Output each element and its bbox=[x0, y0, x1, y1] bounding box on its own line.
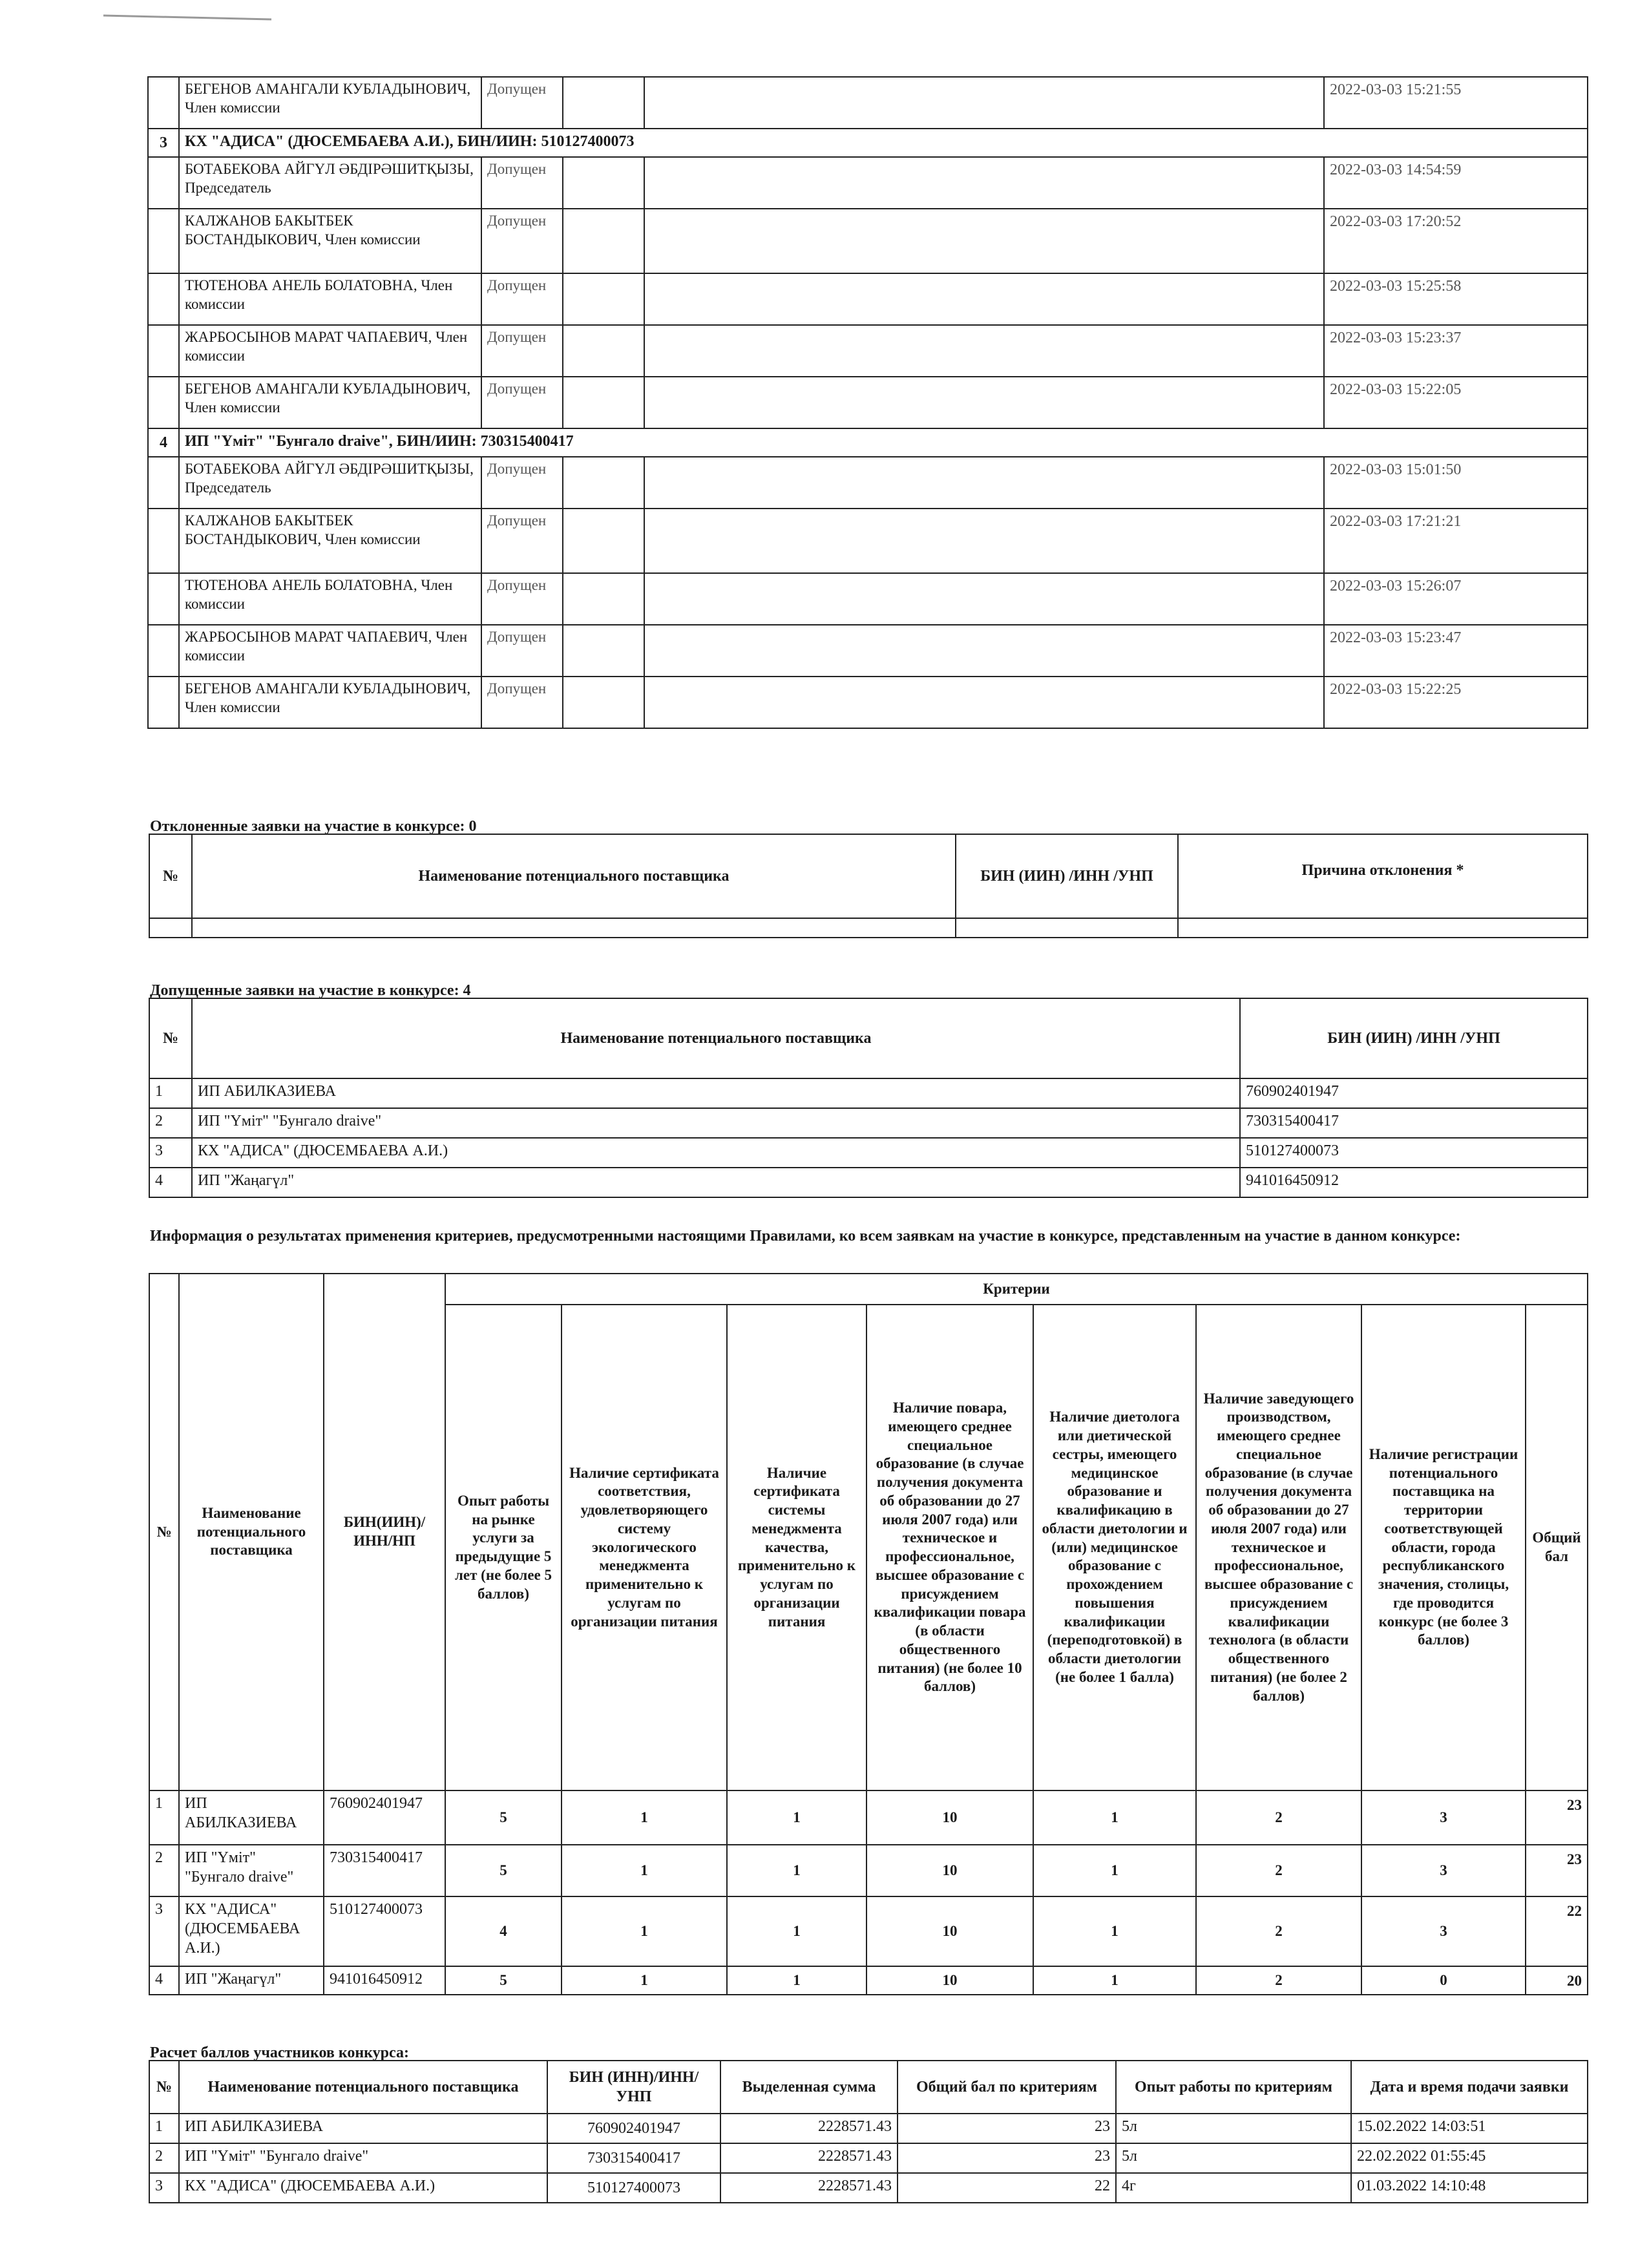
vote-status: Допущен bbox=[481, 157, 563, 209]
vote-comment-cell bbox=[644, 457, 1324, 509]
criteria-score: 2 bbox=[1196, 1845, 1361, 1896]
criteria-score: 3 bbox=[1361, 1896, 1526, 1966]
admitted-bin: 941016450912 bbox=[1240, 1168, 1588, 1197]
vote-status: Допущен bbox=[481, 209, 563, 273]
scores-sum: 2228571.43 bbox=[720, 2114, 898, 2143]
scores-header: Опыт работы по критериям bbox=[1116, 2061, 1351, 2114]
admitted-name: ИП "Жаңагүл" bbox=[192, 1168, 1240, 1197]
scores-header: № bbox=[149, 2061, 179, 2114]
member-name: ТЮТЕНОВА АНЕЛЬ БОЛАТОВНА, Член комиссии bbox=[179, 573, 481, 625]
scores-total: 23 bbox=[898, 2143, 1116, 2173]
vote-status: Допущен bbox=[481, 457, 563, 509]
rejected-empty-cell bbox=[149, 918, 192, 938]
rejected-header-num: № bbox=[149, 834, 192, 918]
admitted-name: ИП АБИЛКАЗИЕВА bbox=[192, 1078, 1240, 1108]
supplier-row bbox=[148, 428, 1588, 457]
vote-empty-cell bbox=[563, 573, 644, 625]
criteria-score: 10 bbox=[867, 1845, 1033, 1896]
rejected-empty-cell bbox=[1178, 918, 1588, 938]
vote-empty-cell bbox=[563, 77, 644, 129]
criteria-total: 23 bbox=[1526, 1845, 1588, 1896]
votes-table-section bbox=[147, 76, 1588, 729]
criteria-supplier-name: ИП АБИЛКАЗИЕВА bbox=[179, 1790, 324, 1845]
rejected-header-name: Наименование потенциального поставщика bbox=[192, 834, 956, 918]
supplier-title: КХ "АДИСА" (ДЮСЕМБАЕВА А.И.), БИН/ИИН: 510127400073 bbox=[179, 129, 1588, 157]
scores-name: ИП "Үміт" "Бунгало draive" bbox=[179, 2143, 547, 2173]
member-vote-row bbox=[148, 377, 1588, 428]
vote-status: Допущен bbox=[481, 677, 563, 728]
member-name: ЖАРБОСЫНОВ МАРАТ ЧАПАЕВИЧ, Член комиссии bbox=[179, 625, 481, 677]
vote-comment-cell bbox=[644, 77, 1324, 129]
scores-table-section bbox=[149, 2060, 1588, 2203]
vote-comment-cell bbox=[644, 573, 1324, 625]
admitted-table-section bbox=[149, 998, 1588, 1198]
vote-comment-cell bbox=[644, 509, 1324, 573]
member-vote-row bbox=[148, 157, 1588, 209]
criteria-supplier-name: ИП "Жаңагүл" bbox=[179, 1966, 324, 1995]
vote-empty-num bbox=[148, 677, 179, 728]
member-vote-row bbox=[148, 273, 1588, 325]
admitted-bin: 510127400073 bbox=[1240, 1138, 1588, 1168]
criteria-bin: 760902401947 bbox=[324, 1790, 445, 1845]
criteria-header-name: Наименование потенциального поставщика bbox=[179, 1274, 324, 1790]
scores-bin: 510127400073 bbox=[547, 2173, 720, 2203]
scores-header: Дата и время подачи заявки bbox=[1351, 2061, 1588, 2114]
member-vote-row bbox=[148, 457, 1588, 509]
criteria-score: 10 bbox=[867, 1966, 1033, 1995]
vote-datetime: 2022-03-03 15:23:37 bbox=[1324, 325, 1588, 377]
criteria-supplier-name: ИП "Үміт" "Бунгало draive" bbox=[179, 1845, 324, 1896]
vote-empty-num bbox=[148, 509, 179, 573]
vote-empty-cell bbox=[563, 625, 644, 677]
vote-empty-cell bbox=[563, 273, 644, 325]
criteria-col-header: Опыт работы на рынке услуги за предыдущие 5 лет (не более 5 баллов) bbox=[445, 1305, 562, 1790]
vote-datetime: 2022-03-03 15:01:50 bbox=[1324, 457, 1588, 509]
criteria-score: 1 bbox=[727, 1966, 867, 1995]
admitted-table bbox=[149, 998, 1588, 1198]
vote-empty-cell bbox=[563, 509, 644, 573]
vote-comment-cell bbox=[644, 209, 1324, 273]
admitted-name: КХ "АДИСА" (ДЮСЕМБАЕВА А.И.) bbox=[192, 1138, 1240, 1168]
criteria-col-header: Наличие сертификата системы менеджмента качества, применительно к услугам по организации питания bbox=[727, 1305, 867, 1790]
vote-status: Допущен bbox=[481, 325, 563, 377]
criteria-score: 5 bbox=[445, 1966, 562, 1995]
admitted-header-num: № bbox=[149, 998, 192, 1078]
criteria-row bbox=[149, 1966, 1588, 1995]
admitted-num: 1 bbox=[149, 1078, 192, 1108]
criteria-score: 10 bbox=[867, 1790, 1033, 1845]
vote-empty-num bbox=[148, 625, 179, 677]
criteria-row bbox=[149, 1790, 1588, 1845]
scores-header: Наименование потенциального поставщика bbox=[179, 2061, 547, 2114]
admitted-header-bin: БИН (ИИН) /ИНН /УНП bbox=[1240, 998, 1588, 1078]
criteria-col-header: Наличие сертификата соответствия, удовлетворяющего систему экологического менеджмента применительно к услугам по организации питания bbox=[562, 1305, 727, 1790]
member-vote-row bbox=[148, 625, 1588, 677]
criteria-score: 1 bbox=[562, 1896, 727, 1966]
vote-comment-cell bbox=[644, 625, 1324, 677]
vote-datetime: 2022-03-03 17:21:21 bbox=[1324, 509, 1588, 573]
criteria-table bbox=[149, 1273, 1588, 1995]
vote-datetime: 2022-03-03 17:20:52 bbox=[1324, 209, 1588, 273]
criteria-col-header: Наличие регистрации потенциального поставщика на территории соответствующей области, города республиканского значения, столицы, где проводится конкурс (не более 3 баллов) bbox=[1361, 1305, 1526, 1790]
admitted-row bbox=[149, 1138, 1588, 1168]
vote-datetime: 2022-03-03 15:26:07 bbox=[1324, 573, 1588, 625]
criteria-score: 1 bbox=[562, 1966, 727, 1995]
vote-empty-cell bbox=[563, 677, 644, 728]
member-vote-row bbox=[148, 677, 1588, 728]
vote-datetime: 2022-03-03 15:25:58 bbox=[1324, 273, 1588, 325]
admitted-row bbox=[149, 1078, 1588, 1108]
criteria-score: 5 bbox=[445, 1845, 562, 1896]
criteria-score: 5 bbox=[445, 1790, 562, 1845]
scores-name: КХ "АДИСА" (ДЮСЕМБАЕВА А.И.) bbox=[179, 2173, 547, 2203]
member-name: БОТАБЕКОВА АЙГҮЛ ӘБДІРӘШИТҚЫЗЫ, Председатель bbox=[179, 157, 481, 209]
criteria-header-num: № bbox=[149, 1274, 179, 1790]
criteria-score: 2 bbox=[1196, 1966, 1361, 1995]
criteria-score: 2 bbox=[1196, 1790, 1361, 1845]
vote-status: Допущен bbox=[481, 573, 563, 625]
member-name: ЖАРБОСЫНОВ МАРАТ ЧАПАЕВИЧ, Член комиссии bbox=[179, 325, 481, 377]
vote-datetime: 2022-03-03 15:22:25 bbox=[1324, 677, 1588, 728]
vote-empty-num bbox=[148, 457, 179, 509]
vote-empty-cell bbox=[563, 325, 644, 377]
scores-experience: 5л bbox=[1116, 2143, 1351, 2173]
admitted-row bbox=[149, 1108, 1588, 1138]
criteria-num: 3 bbox=[149, 1896, 179, 1966]
vote-comment-cell bbox=[644, 157, 1324, 209]
criteria-score: 4 bbox=[445, 1896, 562, 1966]
scores-sum: 2228571.43 bbox=[720, 2143, 898, 2173]
criteria-header-group: Критерии bbox=[445, 1274, 1588, 1305]
scores-row bbox=[149, 2114, 1588, 2143]
vote-empty-cell bbox=[563, 377, 644, 428]
criteria-header-bin: БИН(ИИН)/ ИНН/НП bbox=[324, 1274, 445, 1790]
scores-bin: 730315400417 bbox=[547, 2143, 720, 2173]
rejected-empty-cell bbox=[956, 918, 1178, 938]
supplier-number: 3 bbox=[148, 129, 179, 157]
rejected-table bbox=[149, 834, 1588, 938]
vote-empty-num bbox=[148, 209, 179, 273]
criteria-score: 1 bbox=[727, 1845, 867, 1896]
admitted-num: 4 bbox=[149, 1168, 192, 1197]
criteria-row bbox=[149, 1896, 1588, 1966]
member-name: БЕГЕНОВ АМАНГАЛИ КУБЛАДЫНОВИЧ, Член комиссии bbox=[179, 77, 481, 129]
vote-comment-cell bbox=[644, 325, 1324, 377]
scores-name: ИП АБИЛКАЗИЕВА bbox=[179, 2114, 547, 2143]
vote-datetime: 2022-03-03 15:22:05 bbox=[1324, 377, 1588, 428]
vote-datetime: 2022-03-03 15:23:47 bbox=[1324, 625, 1588, 677]
criteria-total: 22 bbox=[1526, 1896, 1588, 1966]
criteria-total: 23 bbox=[1526, 1790, 1588, 1845]
vote-empty-num bbox=[148, 573, 179, 625]
vote-status: Допущен bbox=[481, 509, 563, 573]
member-name: КАЛЖАНОВ БАКЫТБЕК БОСТАНДЫКОВИЧ, Член комиссии bbox=[179, 209, 481, 273]
vote-empty-cell bbox=[563, 209, 644, 273]
scores-bin: 760902401947 bbox=[547, 2114, 720, 2143]
criteria-score: 1 bbox=[1033, 1966, 1196, 1995]
vote-empty-num bbox=[148, 325, 179, 377]
rejected-header-reason: Причина отклонения * bbox=[1178, 834, 1588, 918]
member-name: БЕГЕНОВ АМАНГАЛИ КУБЛАДЫНОВИЧ, Член комиссии bbox=[179, 377, 481, 428]
scores-table bbox=[149, 2060, 1588, 2203]
vote-empty-cell bbox=[563, 457, 644, 509]
member-vote-row bbox=[148, 325, 1588, 377]
criteria-caption: Информация о результатах применения критериев, предусмотренными настоящими Правилами, ко всем заявкам на участие в конкурсе, представленным на участие в данном конкурсе: bbox=[150, 1228, 1461, 1244]
criteria-bin: 941016450912 bbox=[324, 1966, 445, 1995]
criteria-score: 10 bbox=[867, 1896, 1033, 1966]
vote-comment-cell bbox=[644, 273, 1324, 325]
vote-empty-cell bbox=[563, 157, 644, 209]
criteria-score: 1 bbox=[727, 1790, 867, 1845]
scores-date: 22.02.2022 01:55:45 bbox=[1351, 2143, 1588, 2173]
member-name: БОТАБЕКОВА АЙГҮЛ ӘБДІРӘШИТҚЫЗЫ, Председатель bbox=[179, 457, 481, 509]
scores-date: 01.03.2022 14:10:48 bbox=[1351, 2173, 1588, 2203]
scores-total: 22 bbox=[898, 2173, 1116, 2203]
criteria-score: 0 bbox=[1361, 1966, 1526, 1995]
criteria-header-total: Общий бал bbox=[1526, 1305, 1588, 1790]
admitted-name: ИП "Үміт" "Бунгало draive" bbox=[192, 1108, 1240, 1138]
vote-comment-cell bbox=[644, 377, 1324, 428]
supplier-row bbox=[148, 129, 1588, 157]
criteria-score: 1 bbox=[1033, 1845, 1196, 1896]
member-name: ТЮТЕНОВА АНЕЛЬ БОЛАТОВНА, Член комиссии bbox=[179, 273, 481, 325]
member-vote-row bbox=[148, 573, 1588, 625]
criteria-score: 1 bbox=[727, 1896, 867, 1966]
admitted-num: 2 bbox=[149, 1108, 192, 1138]
vote-empty-num bbox=[148, 377, 179, 428]
criteria-score: 2 bbox=[1196, 1896, 1361, 1966]
criteria-num: 4 bbox=[149, 1966, 179, 1995]
member-vote-row bbox=[148, 209, 1588, 273]
vote-status: Допущен bbox=[481, 273, 563, 325]
admitted-bin: 760902401947 bbox=[1240, 1078, 1588, 1108]
vote-status: Допущен bbox=[481, 77, 563, 129]
scores-experience: 5л bbox=[1116, 2114, 1351, 2143]
supplier-number: 4 bbox=[148, 428, 179, 457]
criteria-bin: 730315400417 bbox=[324, 1845, 445, 1896]
rejected-table-section bbox=[149, 834, 1588, 938]
scores-header: БИН (ИНН)/ИНН/ УНП bbox=[547, 2061, 720, 2114]
votes-table bbox=[147, 76, 1588, 729]
admitted-num: 3 bbox=[149, 1138, 192, 1168]
criteria-num: 1 bbox=[149, 1790, 179, 1845]
admitted-caption: Допущенные заявки на участие в конкурсе: 4 bbox=[150, 982, 471, 999]
scores-header: Общий бал по критериям bbox=[898, 2061, 1116, 2114]
vote-empty-num bbox=[148, 77, 179, 129]
criteria-score: 1 bbox=[1033, 1790, 1196, 1845]
vote-datetime: 2022-03-03 15:21:55 bbox=[1324, 77, 1588, 129]
vote-datetime: 2022-03-03 14:54:59 bbox=[1324, 157, 1588, 209]
criteria-num: 2 bbox=[149, 1845, 179, 1896]
criteria-score: 1 bbox=[562, 1845, 727, 1896]
scores-num: 1 bbox=[149, 2114, 179, 2143]
scores-num: 3 bbox=[149, 2173, 179, 2203]
scores-experience: 4г bbox=[1116, 2173, 1351, 2203]
scores-total: 23 bbox=[898, 2114, 1116, 2143]
criteria-score: 3 bbox=[1361, 1845, 1526, 1896]
criteria-score: 1 bbox=[1033, 1896, 1196, 1966]
criteria-row bbox=[149, 1845, 1588, 1896]
supplier-title: ИП "Үміт" "Бунгало draive", БИН/ИИН: 730315400417 bbox=[179, 428, 1588, 457]
rejected-caption: Отклоненные заявки на участие в конкурсе: 0 bbox=[150, 818, 477, 835]
member-name: БЕГЕНОВ АМАНГАЛИ КУБЛАДЫНОВИЧ, Член комиссии bbox=[179, 677, 481, 728]
rejected-header-bin: БИН (ИИН) /ИНН /УНП bbox=[956, 834, 1178, 918]
scores-caption: Расчет баллов участников конкурса: bbox=[150, 2044, 409, 2061]
admitted-bin: 730315400417 bbox=[1240, 1108, 1588, 1138]
admitted-header-name: Наименование потенциального поставщика bbox=[192, 998, 1240, 1078]
scores-num: 2 bbox=[149, 2143, 179, 2173]
criteria-col-header: Наличие повара, имеющего среднее специальное образование (в случае получения документа об образовании до 27 июля 2007 года) или техническое и профессиональное, высшее образование с присуждением квалификации повара (в области общественного питания) (не более 10 баллов) bbox=[867, 1305, 1033, 1790]
member-name: КАЛЖАНОВ БАКЫТБЕК БОСТАНДЫКОВИЧ, Член комиссии bbox=[179, 509, 481, 573]
criteria-table-section bbox=[149, 1273, 1588, 1995]
vote-status: Допущен bbox=[481, 625, 563, 677]
criteria-score: 1 bbox=[562, 1790, 727, 1845]
criteria-score: 3 bbox=[1361, 1790, 1526, 1845]
vote-empty-num bbox=[148, 157, 179, 209]
scores-date: 15.02.2022 14:03:51 bbox=[1351, 2114, 1588, 2143]
rejected-empty-cell bbox=[192, 918, 956, 938]
criteria-col-header: Наличие диетолога или диетической сестры, имеющего медицинское образование и квалификацию в области диетологии и (или) медицинское образование с прохождением повышения квалификации (переподготовкой) в области диетологии (не более 1 балла) bbox=[1033, 1305, 1196, 1790]
criteria-total: 20 bbox=[1526, 1966, 1588, 1995]
scores-row bbox=[149, 2173, 1588, 2203]
scores-row bbox=[149, 2143, 1588, 2173]
scores-header: Выделенная сумма bbox=[720, 2061, 898, 2114]
scores-sum: 2228571.43 bbox=[720, 2173, 898, 2203]
admitted-row bbox=[149, 1168, 1588, 1197]
criteria-bin: 510127400073 bbox=[324, 1896, 445, 1966]
vote-status: Допущен bbox=[481, 377, 563, 428]
vote-comment-cell bbox=[644, 677, 1324, 728]
member-vote-row bbox=[148, 509, 1588, 573]
criteria-supplier-name: КХ "АДИСА" (ДЮСЕМБАЕВА А.И.) bbox=[179, 1896, 324, 1966]
member-vote-row bbox=[148, 77, 1588, 129]
vote-empty-num bbox=[148, 273, 179, 325]
criteria-col-header: Наличие заведующего производством, имеющего среднее специальное образование (в случае получения документа об образовании до 27 июля 2007 года) или техническое и профессиональное, высшее образование с присуждением квалификации технолога (в области общественного питания) (не более 2 баллов) bbox=[1196, 1305, 1361, 1790]
